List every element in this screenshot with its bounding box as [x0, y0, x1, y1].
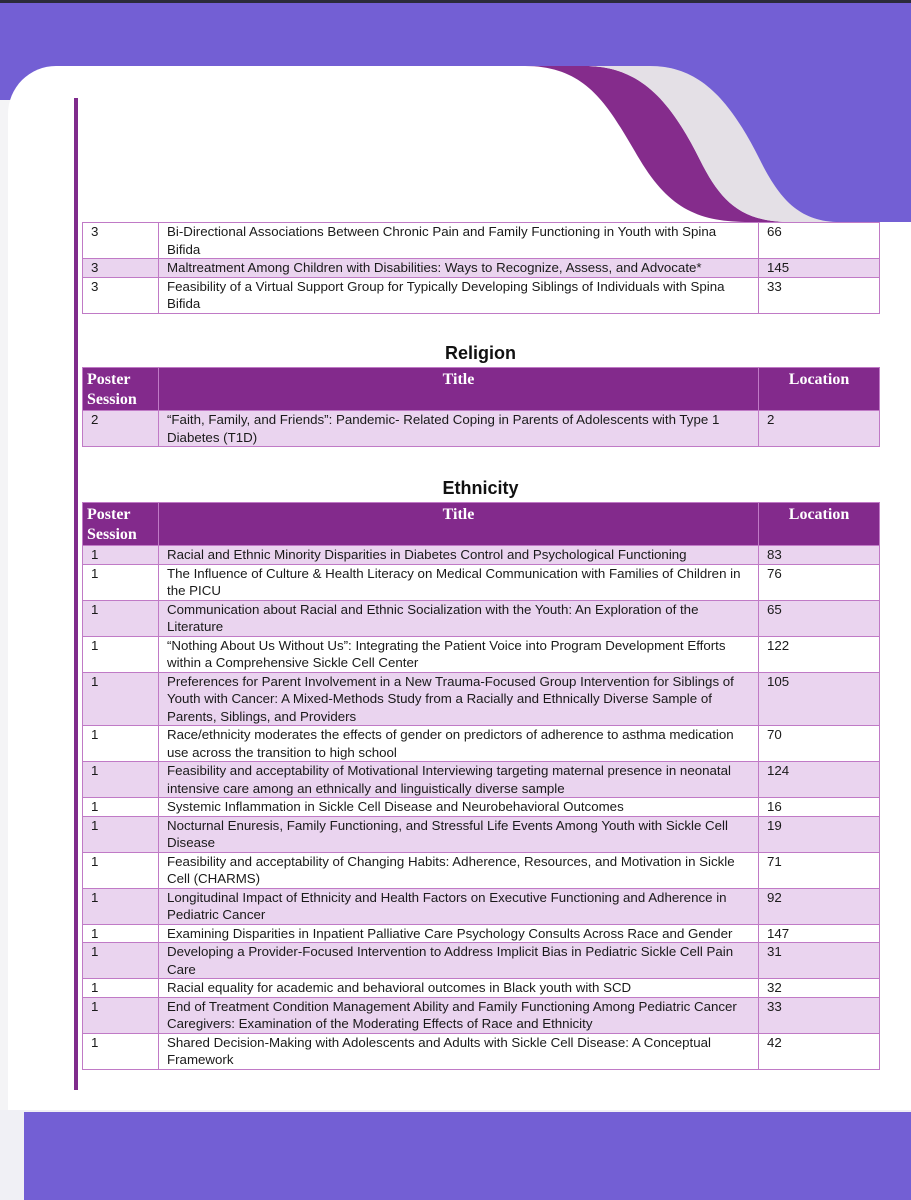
ethnicity-heading: Ethnicity [442, 478, 519, 498]
location-header: Location [759, 368, 880, 411]
title-cell: Feasibility of a Virtual Support Group for Typically Developing Siblings of Individuals with Spina Bifida [159, 277, 759, 313]
table-header [83, 368, 880, 411]
session-cell: 3 [83, 259, 159, 278]
title-cell: Communication about Racial and Ethnic Socialization with the Youth: An Exploration of the Literature [159, 600, 759, 636]
table-row [83, 546, 880, 565]
table-row [83, 924, 880, 943]
location-cell: 33 [759, 997, 880, 1033]
location-cell: 83 [759, 546, 880, 565]
title-cell: “Faith, Family, and Friends”: Pandemic- Related Coping in Parents of Adolescents with Type 1 Diabetes (T1D) [159, 411, 759, 447]
poster-session-header: Poster Session [83, 503, 159, 546]
title-header: Title [159, 368, 759, 411]
table-row [83, 888, 880, 924]
session-cell: 1 [83, 762, 159, 798]
session-cell: 1 [83, 726, 159, 762]
session-cell: 1 [83, 943, 159, 979]
title-cell: Racial and Ethnic Minority Disparities in Diabetes Control and Psychological Functioning [159, 546, 759, 565]
table-row [83, 979, 880, 998]
location-cell: 105 [759, 672, 880, 726]
session-cell: 1 [83, 600, 159, 636]
table-row [83, 672, 880, 726]
session-cell: 1 [83, 852, 159, 888]
title-cell: Longitudinal Impact of Ethnicity and Health Factors on Executive Functioning and Adherence in Pediatric Cancer [159, 888, 759, 924]
session-cell: 1 [83, 1033, 159, 1069]
session-cell: 1 [83, 924, 159, 943]
table-row [83, 259, 880, 278]
table-row [83, 762, 880, 798]
title-cell: End of Treatment Condition Management Ability and Family Functioning Among Pediatric Cancer Caregivers: Examination of the Moderating Effects of Race and Ethnicity [159, 997, 759, 1033]
session-cell: 1 [83, 798, 159, 817]
title-cell: Systemic Inflammation in Sickle Cell Disease and Neurobehavioral Outcomes [159, 798, 759, 817]
session-cell: 1 [83, 636, 159, 672]
table-row [83, 816, 880, 852]
religion-heading: Religion [445, 343, 516, 363]
location-cell: 71 [759, 852, 880, 888]
title-cell: Preferences for Parent Involvement in a New Trauma-Focused Group Intervention for Siblings of Youth with Cancer: A Mixed-Methods Study from a Racially and Ethnically Diverse Sample of Parents, Siblings, and Providers [159, 672, 759, 726]
left-accent-bar [74, 98, 78, 1090]
table-row [83, 600, 880, 636]
session-cell: 1 [83, 816, 159, 852]
location-cell: 124 [759, 762, 880, 798]
session-cell: 1 [83, 564, 159, 600]
session-cell: 1 [83, 546, 159, 565]
session-cell: 3 [83, 277, 159, 313]
location-cell: 16 [759, 798, 880, 817]
location-cell: 31 [759, 943, 880, 979]
session-cell: 1 [83, 997, 159, 1033]
location-cell: 76 [759, 564, 880, 600]
continued-table [82, 222, 880, 314]
table-row [83, 798, 880, 817]
table-row [83, 852, 880, 888]
title-cell: Feasibility and acceptability of Motivational Interviewing targeting maternal presence in neonatal intensive care among an ethnically and linguistically diverse sample [159, 762, 759, 798]
title-cell: Race/ethnicity moderates the effects of gender on predictors of adherence to asthma medication use across the transition to high school [159, 726, 759, 762]
location-cell: 65 [759, 600, 880, 636]
table-row [83, 277, 880, 313]
table-row [83, 1033, 880, 1069]
table-row [83, 411, 880, 447]
table-row [83, 223, 880, 259]
location-cell: 2 [759, 411, 880, 447]
session-cell: 1 [83, 672, 159, 726]
table-row [83, 564, 880, 600]
location-cell: 33 [759, 277, 880, 313]
title-cell: Nocturnal Enuresis, Family Functioning, and Stressful Life Events Among Youth with Sickle Cell Disease [159, 816, 759, 852]
session-cell: 1 [83, 888, 159, 924]
title-cell: Racial equality for academic and behavioral outcomes in Black youth with SCD [159, 979, 759, 998]
location-header: Location [759, 503, 880, 546]
location-cell: 147 [759, 924, 880, 943]
title-cell: Shared Decision-Making with Adolescents and Adults with Sickle Cell Disease: A Conceptual Framework [159, 1033, 759, 1069]
title-cell: Examining Disparities in Inpatient Palliative Care Psychology Consults Across Race and Gender [159, 924, 759, 943]
title-cell: “Nothing About Us Without Us”: Integrating the Patient Voice into Program Development Efforts within a Comprehensive Sickle Cell Center [159, 636, 759, 672]
table-row [83, 636, 880, 672]
session-cell: 3 [83, 223, 159, 259]
table-row [83, 997, 880, 1033]
title-cell: The Influence of Culture & Health Literacy on Medical Communication with Families of Children in the PICU [159, 564, 759, 600]
title-header: Title [159, 503, 759, 546]
location-cell: 145 [759, 259, 880, 278]
table-header [83, 503, 880, 546]
title-cell: Bi-Directional Associations Between Chronic Pain and Family Functioning in Youth with Spina Bifida [159, 223, 759, 259]
religion-table [82, 367, 880, 447]
location-cell: 92 [759, 888, 880, 924]
location-cell: 42 [759, 1033, 880, 1069]
session-cell: 2 [83, 411, 159, 447]
session-cell: 1 [83, 979, 159, 998]
table-row [83, 943, 880, 979]
title-cell: Feasibility and acceptability of Changing Habits: Adherence, Resources, and Motivation in Sickle Cell (CHARMS) [159, 852, 759, 888]
location-cell: 19 [759, 816, 880, 852]
location-cell: 122 [759, 636, 880, 672]
location-cell: 32 [759, 979, 880, 998]
location-cell: 70 [759, 726, 880, 762]
location-cell: 66 [759, 223, 880, 259]
poster-session-header: Poster Session [83, 368, 159, 411]
title-cell: Maltreatment Among Children with Disabilities: Ways to Recognize, Assess, and Advocate* [159, 259, 759, 278]
title-cell: Developing a Provider-Focused Intervention to Address Implicit Bias in Pediatric Sickle Cell Pain Care [159, 943, 759, 979]
ethnicity-table [82, 502, 880, 1070]
table-row [83, 726, 880, 762]
footer-band [24, 1112, 911, 1200]
decorative-waves [0, 0, 911, 240]
